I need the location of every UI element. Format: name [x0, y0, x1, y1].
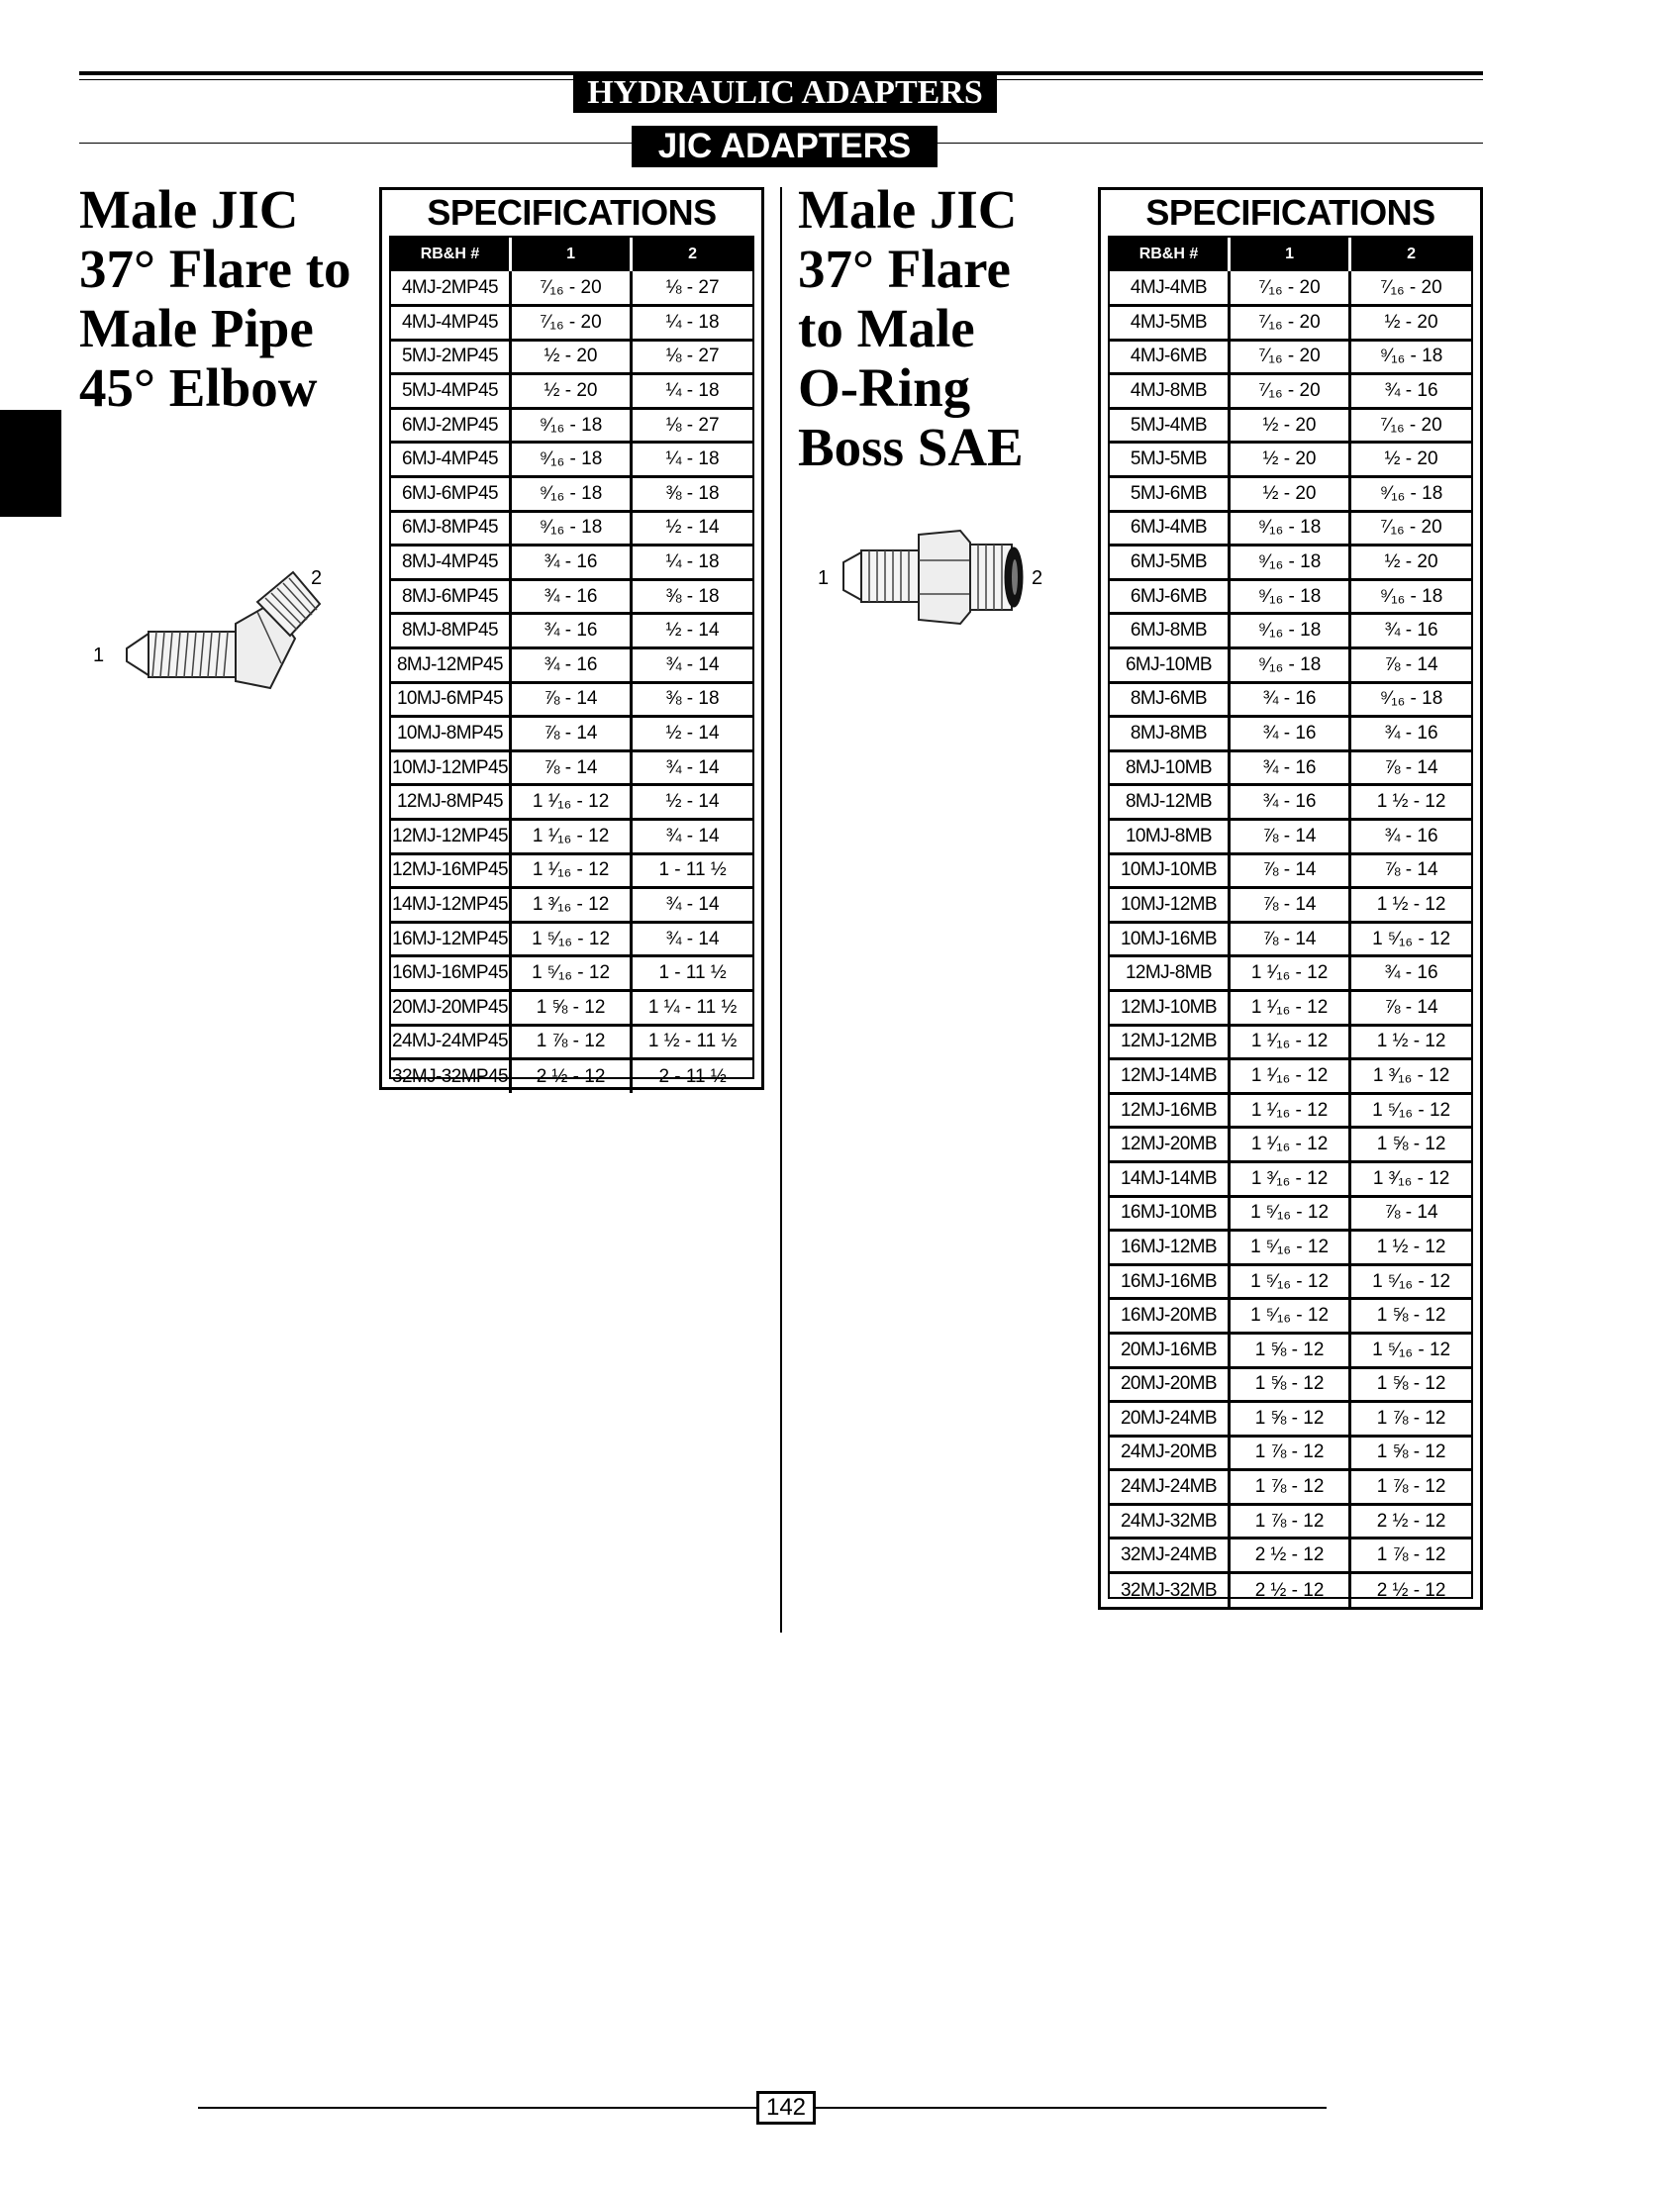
port1-thread-cell: ⁹⁄₁₆ - 18	[510, 511, 631, 546]
part-number-cell: 6MJ-8MB	[1110, 614, 1229, 648]
port1-thread-cell: ⁷⁄₁₆ - 20	[1229, 340, 1349, 374]
table-row	[391, 443, 752, 477]
port1-thread-cell: 2 ½ - 12	[1229, 1573, 1349, 1608]
port1-thread-cell: ½ - 20	[1229, 443, 1349, 477]
part-number-cell: 20MJ-20MP45	[391, 990, 510, 1025]
table-row	[391, 750, 752, 785]
spec-grid	[1108, 236, 1473, 1599]
port1-thread-cell: 1 ³⁄₁₆ - 12	[510, 888, 631, 923]
title-line: Male JIC	[79, 179, 299, 240]
table-row	[1110, 374, 1471, 409]
table-row	[391, 408, 752, 443]
port-label-2: 2	[1032, 567, 1043, 589]
port1-thread-cell: 1 ⁵⁄₁₆ - 12	[1229, 1299, 1349, 1334]
part-number-cell: 10MJ-16MB	[1110, 922, 1229, 956]
part-number-cell: 6MJ-10MB	[1110, 648, 1229, 683]
title-line: 45° Elbow	[79, 357, 318, 418]
port1-thread-cell: 1 ¹⁄₁₆ - 12	[1229, 956, 1349, 991]
port1-thread-cell: 1 ¹⁄₁₆ - 12	[1229, 1025, 1349, 1059]
port2-thread-cell: ¾ - 14	[632, 888, 752, 923]
port2-thread-cell: ¼ - 18	[632, 546, 752, 580]
port1-thread-cell: ⁷⁄₁₆ - 20	[1229, 374, 1349, 409]
part-number-cell: 4MJ-4MP45	[391, 306, 510, 341]
table-row	[391, 477, 752, 512]
port1-thread-cell: ⅞ - 14	[510, 682, 631, 717]
port1-thread-cell: 1 ⅝ - 12	[510, 990, 631, 1025]
part-number-cell: 12MJ-14MB	[1110, 1059, 1229, 1094]
port1-thread-cell: ¾ - 16	[1229, 750, 1349, 785]
part-number-cell: 8MJ-6MB	[1110, 682, 1229, 717]
port2-thread-cell: 1 ⅝ - 12	[1350, 1128, 1471, 1162]
spec-title: SPECIFICATIONS	[1145, 192, 1435, 233]
port1-thread-cell: 1 ⅞ - 12	[510, 1025, 631, 1059]
port2-thread-cell: ¼ - 18	[632, 374, 752, 409]
part-number-cell: 5MJ-4MP45	[391, 374, 510, 409]
port2-thread-cell: ⁹⁄₁₆ - 18	[1350, 682, 1471, 717]
subcategory-header: JIC ADAPTERS	[632, 126, 938, 167]
part-number-cell: 16MJ-20MB	[1110, 1299, 1229, 1334]
port1-thread-cell: ⁹⁄₁₆ - 18	[1229, 546, 1349, 580]
table-row	[1110, 1436, 1471, 1470]
table-body	[1110, 271, 1471, 1607]
port2-thread-cell: ⅞ - 14	[1350, 990, 1471, 1025]
port2-thread-cell: ⁷⁄₁₆ - 20	[1350, 408, 1471, 443]
title-line: Male JIC	[798, 179, 1018, 240]
port2-thread-cell: 1 ⁵⁄₁₆ - 12	[1350, 1264, 1471, 1299]
table-row	[391, 990, 752, 1025]
table-row	[1110, 306, 1471, 341]
port1-thread-cell: ½ - 20	[1229, 408, 1349, 443]
port2-thread-cell: ½ - 14	[632, 717, 752, 751]
port2-thread-cell: ⅜ - 18	[632, 579, 752, 614]
port1-thread-cell: ⅞ - 14	[1229, 820, 1349, 854]
column-header: 1	[510, 238, 631, 271]
part-number-cell: 16MJ-16MB	[1110, 1264, 1229, 1299]
elbow-fitting-illustration	[87, 554, 345, 723]
table-row	[391, 340, 752, 374]
part-number-cell: 8MJ-4MP45	[391, 546, 510, 580]
part-number-cell: 12MJ-16MP45	[391, 853, 510, 888]
port2-thread-cell: ½ - 14	[632, 511, 752, 546]
port1-thread-cell: ⅞ - 14	[1229, 853, 1349, 888]
table-row	[1110, 443, 1471, 477]
port1-thread-cell: 1 ¹⁄₁₆ - 12	[1229, 1128, 1349, 1162]
part-number-cell: 5MJ-5MB	[1110, 443, 1229, 477]
port1-thread-cell: ⅞ - 14	[510, 717, 631, 751]
left-spec-table	[379, 187, 764, 1090]
port1-thread-cell: ⁹⁄₁₆ - 18	[1229, 511, 1349, 546]
port1-thread-cell: ⁷⁄₁₆ - 20	[510, 271, 631, 306]
title-line: 37° Flare to	[79, 239, 351, 299]
port1-thread-cell: 1 ⅞ - 12	[1229, 1470, 1349, 1505]
port2-thread-cell: ¼ - 18	[632, 443, 752, 477]
table-row	[1110, 853, 1471, 888]
port2-thread-cell: 1 ½ - 12	[1350, 785, 1471, 820]
port-label-1: 1	[93, 645, 105, 666]
port1-thread-cell: 1 ¹⁄₁₆ - 12	[510, 785, 631, 820]
table-row	[1110, 1059, 1471, 1094]
port2-thread-cell: 1 ½ - 12	[1350, 888, 1471, 923]
table-row	[1110, 888, 1471, 923]
table-header-row	[1110, 238, 1471, 271]
spec-title: SPECIFICATIONS	[427, 192, 717, 233]
port2-thread-cell: ¾ - 14	[632, 750, 752, 785]
part-number-cell: 12MJ-8MP45	[391, 785, 510, 820]
part-number-cell: 8MJ-8MP45	[391, 614, 510, 648]
port1-thread-cell: 1 ¹⁄₁₆ - 12	[510, 820, 631, 854]
port2-thread-cell: 1 ³⁄₁₆ - 12	[1350, 1059, 1471, 1094]
table-row	[1110, 717, 1471, 751]
port2-thread-cell: 2 ½ - 12	[1350, 1504, 1471, 1539]
table-row	[1110, 785, 1471, 820]
port1-thread-cell: ¾ - 16	[1229, 682, 1349, 717]
port1-thread-cell: 1 ⅝ - 12	[1229, 1367, 1349, 1402]
port1-thread-cell: ¾ - 16	[510, 579, 631, 614]
straight-adapter-illustration	[814, 513, 1061, 651]
table-row	[1110, 271, 1471, 306]
part-number-cell: 4MJ-2MP45	[391, 271, 510, 306]
part-number-cell: 5MJ-4MB	[1110, 408, 1229, 443]
section-tab-marker	[0, 410, 61, 517]
port2-thread-cell: 2 ½ - 12	[1376, 1579, 1446, 1601]
column-divider	[780, 187, 782, 1633]
table-row	[1110, 614, 1471, 648]
port1-thread-cell: ¾ - 16	[1229, 717, 1349, 751]
part-number-cell: 6MJ-4MP45	[391, 443, 510, 477]
port2-thread-cell: ⁹⁄₁₆ - 18	[1350, 579, 1471, 614]
table-row	[1110, 750, 1471, 785]
port2-thread-cell: 1 ³⁄₁₆ - 12	[1350, 1161, 1471, 1196]
port1-thread-cell: ½ - 20	[510, 340, 631, 374]
part-number-cell: 5MJ-2MP45	[391, 340, 510, 374]
table-row	[391, 717, 752, 751]
port2-thread-cell: 1 ½ - 12	[1350, 1025, 1471, 1059]
category-header: HYDRAULIC ADAPTERS	[573, 73, 997, 113]
column-header: RB&H #	[1110, 238, 1229, 271]
port1-thread-cell: ⅞ - 14	[510, 750, 631, 785]
part-number-cell: 4MJ-6MB	[1110, 340, 1229, 374]
part-number-cell: 12MJ-20MB	[1110, 1128, 1229, 1162]
part-number-cell: 10MJ-12MB	[1110, 888, 1229, 923]
table-row	[391, 271, 752, 306]
table-row	[1110, 408, 1471, 443]
port1-thread-cell: ⁹⁄₁₆ - 18	[1229, 614, 1349, 648]
port2-thread-cell: 1 - 11 ½	[632, 853, 752, 888]
title-line: Boss SAE	[798, 417, 1024, 477]
port1-thread-cell: ⁷⁄₁₆ - 20	[1229, 271, 1349, 306]
port2-thread-cell: 2 - 11 ½	[658, 1065, 727, 1087]
port2-thread-cell: 1 ⁵⁄₁₆ - 12	[1350, 1093, 1471, 1128]
table-row	[1110, 648, 1471, 683]
part-number-cell: 12MJ-16MB	[1110, 1093, 1229, 1128]
part-number-cell: 32MJ-24MB	[1110, 1539, 1229, 1573]
part-number-cell: 10MJ-6MP45	[391, 682, 510, 717]
spec-grid	[389, 236, 754, 1087]
part-number-cell: 20MJ-20MB	[1110, 1367, 1229, 1402]
port2-thread-cell: 1 ⅞ - 12	[1350, 1539, 1471, 1573]
port2-thread-cell: ½ - 20	[1350, 443, 1471, 477]
table-row	[1110, 1573, 1471, 1608]
port2-thread-cell: ⁷⁄₁₆ - 20	[1350, 511, 1471, 546]
port1-thread-cell: 1 ³⁄₁₆ - 12	[1229, 1161, 1349, 1196]
part-number-cell: 6MJ-6MB	[1110, 579, 1229, 614]
port2-thread-cell: ⅛ - 27	[632, 271, 752, 306]
table-row	[1110, 1402, 1471, 1437]
port2-thread-cell: 1 ⁵⁄₁₆ - 12	[1350, 1333, 1471, 1367]
table-row	[391, 888, 752, 923]
port2-thread-cell: 1 ⅞ - 12	[1350, 1402, 1471, 1437]
port2-thread-cell: ⁹⁄₁₆ - 18	[1350, 477, 1471, 512]
port2-thread-cell: 1 ⅝ - 12	[1350, 1367, 1471, 1402]
table-row	[1110, 1299, 1471, 1334]
part-number-cell: 4MJ-4MB	[1110, 271, 1229, 306]
table-row	[1110, 340, 1471, 374]
part-number-cell: 32MJ-32MB	[1110, 1573, 1229, 1608]
port1-thread-cell: ¾ - 16	[510, 614, 631, 648]
port1-thread-cell: ¾ - 16	[510, 648, 631, 683]
table-row	[391, 682, 752, 717]
port2-thread-cell: 1 ⅞ - 12	[1350, 1470, 1471, 1505]
port1-thread-cell: 1 ¹⁄₁₆ - 12	[1229, 990, 1349, 1025]
part-number-cell: 5MJ-6MB	[1110, 477, 1229, 512]
port1-thread-cell: ⁹⁄₁₆ - 18	[1229, 648, 1349, 683]
part-number-cell: 12MJ-10MB	[1110, 990, 1229, 1025]
part-number-cell: 12MJ-12MP45	[391, 820, 510, 854]
title-line: Male Pipe	[79, 298, 314, 358]
left-product-title	[79, 180, 351, 418]
part-number-cell: 24MJ-32MB	[1110, 1504, 1229, 1539]
part-number-cell: 20MJ-16MB	[1110, 1333, 1229, 1367]
table-row	[391, 648, 752, 683]
table-row	[1110, 546, 1471, 580]
port2-thread-cell: ⁷⁄₁₆ - 20	[1350, 271, 1471, 306]
port-label-2: 2	[311, 567, 323, 589]
table-row	[1110, 1025, 1471, 1059]
table-row	[1110, 956, 1471, 991]
port1-thread-cell: 1 ⁵⁄₁₆ - 12	[510, 922, 631, 956]
port1-thread-cell: ⁹⁄₁₆ - 18	[510, 443, 631, 477]
table-row	[391, 511, 752, 546]
part-number-cell: 24MJ-24MP45	[391, 1025, 510, 1059]
table-row	[1110, 1231, 1471, 1265]
port2-thread-cell: ½ - 20	[1350, 306, 1471, 341]
port1-thread-cell: 2 ½ - 12	[510, 1059, 631, 1094]
part-number-cell: 10MJ-12MP45	[391, 750, 510, 785]
port2-thread-cell: 1 ⅝ - 12	[1350, 1436, 1471, 1470]
part-number-cell: 10MJ-10MB	[1110, 853, 1229, 888]
table-row	[391, 1059, 752, 1094]
table-row	[1110, 1470, 1471, 1505]
table-row	[1110, 820, 1471, 854]
table-row	[391, 614, 752, 648]
part-number-cell: 14MJ-12MP45	[391, 888, 510, 923]
port2-thread-cell: 1 ½ - 12	[1350, 1231, 1471, 1265]
part-number-cell: 6MJ-5MB	[1110, 546, 1229, 580]
part-number-cell: 10MJ-8MB	[1110, 820, 1229, 854]
part-number-cell: 6MJ-8MP45	[391, 511, 510, 546]
port1-thread-cell: ⅞ - 14	[1229, 922, 1349, 956]
table-row	[1110, 682, 1471, 717]
table-row	[1110, 579, 1471, 614]
port1-thread-cell: 1 ¹⁄₁₆ - 12	[510, 853, 631, 888]
page-number: 142	[756, 2091, 816, 2125]
part-number-cell: 8MJ-10MB	[1110, 750, 1229, 785]
port2-thread-cell: ⅛ - 27	[632, 340, 752, 374]
port2-thread-cell: ⅞ - 14	[1350, 648, 1471, 683]
port1-thread-cell: ¾ - 16	[510, 546, 631, 580]
part-number-cell: 12MJ-12MB	[1110, 1025, 1229, 1059]
table-row	[1110, 922, 1471, 956]
table-row	[1110, 1161, 1471, 1196]
port1-thread-cell: ⁹⁄₁₆ - 18	[1229, 579, 1349, 614]
part-number-cell: 8MJ-8MB	[1110, 717, 1229, 751]
table-row	[1110, 1333, 1471, 1367]
part-number-cell: 4MJ-8MB	[1110, 374, 1229, 409]
right-product-title	[798, 180, 1024, 477]
port1-thread-cell: ⁷⁄₁₆ - 20	[1229, 306, 1349, 341]
part-number-cell: 16MJ-16MP45	[391, 956, 510, 991]
column-header: 2	[1350, 238, 1471, 271]
table-row	[1110, 1504, 1471, 1539]
part-number-cell: 14MJ-14MB	[1110, 1161, 1229, 1196]
port1-thread-cell: 1 ¹⁄₁₆ - 12	[1229, 1059, 1349, 1094]
part-number-cell: 6MJ-2MP45	[391, 408, 510, 443]
table-body	[391, 271, 752, 1093]
port2-thread-cell: ½ - 14	[632, 614, 752, 648]
port2-thread-cell: ½ - 20	[1350, 546, 1471, 580]
port2-thread-cell: ¾ - 16	[1350, 820, 1471, 854]
port1-thread-cell: 1 ⅝ - 12	[1229, 1402, 1349, 1437]
port2-thread-cell: 1 - 11 ½	[632, 956, 752, 991]
port2-thread-cell: ¾ - 16	[1350, 956, 1471, 991]
port2-thread-cell: ½ - 14	[632, 785, 752, 820]
table-row	[391, 1025, 752, 1059]
table-row	[391, 374, 752, 409]
table-row	[1110, 511, 1471, 546]
part-number-cell: 16MJ-10MB	[1110, 1196, 1229, 1231]
table-row	[391, 306, 752, 341]
port2-thread-cell: ⅞ - 14	[1350, 853, 1471, 888]
part-number-cell: 24MJ-20MB	[1110, 1436, 1229, 1470]
port2-thread-cell: ⅞ - 14	[1350, 1196, 1471, 1231]
port1-thread-cell: 1 ⁵⁄₁₆ - 12	[1229, 1196, 1349, 1231]
part-number-cell: 16MJ-12MP45	[391, 922, 510, 956]
title-line: 37° Flare	[798, 239, 1011, 299]
table-row	[1110, 1128, 1471, 1162]
port1-thread-cell: ⁹⁄₁₆ - 18	[510, 408, 631, 443]
column-header: RB&H #	[391, 238, 510, 271]
port1-thread-cell: ½ - 20	[510, 374, 631, 409]
table-row	[1110, 990, 1471, 1025]
part-number-cell: 24MJ-24MB	[1110, 1470, 1229, 1505]
port2-thread-cell: ¾ - 16	[1350, 374, 1471, 409]
port1-thread-cell: ⁹⁄₁₆ - 18	[510, 477, 631, 512]
part-number-cell: 6MJ-4MB	[1110, 511, 1229, 546]
part-number-cell: 12MJ-8MB	[1110, 956, 1229, 991]
part-number-cell: 8MJ-12MP45	[391, 648, 510, 683]
port1-thread-cell: 1 ¹⁄₁₆ - 12	[1229, 1093, 1349, 1128]
table-row	[391, 956, 752, 991]
port2-thread-cell: ⅞ - 14	[1350, 750, 1471, 785]
title-line: to Male	[798, 298, 975, 358]
port2-thread-cell: 1 ⁵⁄₁₆ - 12	[1350, 922, 1471, 956]
table-row	[1110, 477, 1471, 512]
part-number-cell: 16MJ-12MB	[1110, 1231, 1229, 1265]
port1-thread-cell: 1 ⅝ - 12	[1229, 1333, 1349, 1367]
port2-thread-cell: ⁹⁄₁₆ - 18	[1350, 340, 1471, 374]
column-header: 1	[1229, 238, 1349, 271]
part-number-cell: 4MJ-5MB	[1110, 306, 1229, 341]
port2-thread-cell: ¾ - 14	[632, 648, 752, 683]
table-row	[1110, 1196, 1471, 1231]
right-spec-table	[1098, 187, 1483, 1610]
port2-thread-cell: ¾ - 14	[632, 820, 752, 854]
port1-thread-cell: ⁷⁄₁₆ - 20	[510, 306, 631, 341]
port2-thread-cell: ⅛ - 27	[632, 408, 752, 443]
table-row	[391, 820, 752, 854]
port1-thread-cell: ½ - 20	[1229, 477, 1349, 512]
port1-thread-cell: ⅞ - 14	[1229, 888, 1349, 923]
port2-thread-cell: ¾ - 14	[632, 922, 752, 956]
part-number-cell: 20MJ-24MB	[1110, 1402, 1229, 1437]
port1-thread-cell: 1 ⁵⁄₁₆ - 12	[510, 956, 631, 991]
port1-thread-cell: 1 ⁵⁄₁₆ - 12	[1229, 1231, 1349, 1265]
part-number-cell: 8MJ-12MB	[1110, 785, 1229, 820]
table-header-row	[391, 238, 752, 271]
table-row	[391, 579, 752, 614]
table-row	[391, 922, 752, 956]
column-header: 2	[632, 238, 752, 271]
port1-thread-cell: ¾ - 16	[1229, 785, 1349, 820]
port2-thread-cell: ¾ - 16	[1350, 717, 1471, 751]
title-line: O-Ring	[798, 357, 971, 418]
port2-thread-cell: ⅜ - 18	[632, 682, 752, 717]
port2-thread-cell: 1 ⅝ - 12	[1350, 1299, 1471, 1334]
table-row	[1110, 1367, 1471, 1402]
port-label-1: 1	[818, 567, 830, 589]
table-row	[1110, 1264, 1471, 1299]
port2-thread-cell: ¾ - 16	[1350, 614, 1471, 648]
table-row	[391, 853, 752, 888]
part-number-cell: 32MJ-32MP45	[391, 1059, 510, 1094]
port2-thread-cell: ⅜ - 18	[632, 477, 752, 512]
port1-thread-cell: 1 ⅞ - 12	[1229, 1436, 1349, 1470]
part-number-cell: 6MJ-6MP45	[391, 477, 510, 512]
port1-thread-cell: 1 ⁵⁄₁₆ - 12	[1229, 1264, 1349, 1299]
table-row	[391, 785, 752, 820]
table-row	[391, 546, 752, 580]
port1-thread-cell: 1 ⅞ - 12	[1229, 1504, 1349, 1539]
part-number-cell: 10MJ-8MP45	[391, 717, 510, 751]
port1-thread-cell: 2 ½ - 12	[1229, 1539, 1349, 1573]
part-number-cell: 8MJ-6MP45	[391, 579, 510, 614]
table-row	[1110, 1539, 1471, 1573]
port2-thread-cell: 1 ¼ - 11 ½	[632, 990, 752, 1025]
port2-thread-cell: 1 ½ - 11 ½	[632, 1025, 752, 1059]
port2-thread-cell: ¼ - 18	[632, 306, 752, 341]
table-row	[1110, 1093, 1471, 1128]
